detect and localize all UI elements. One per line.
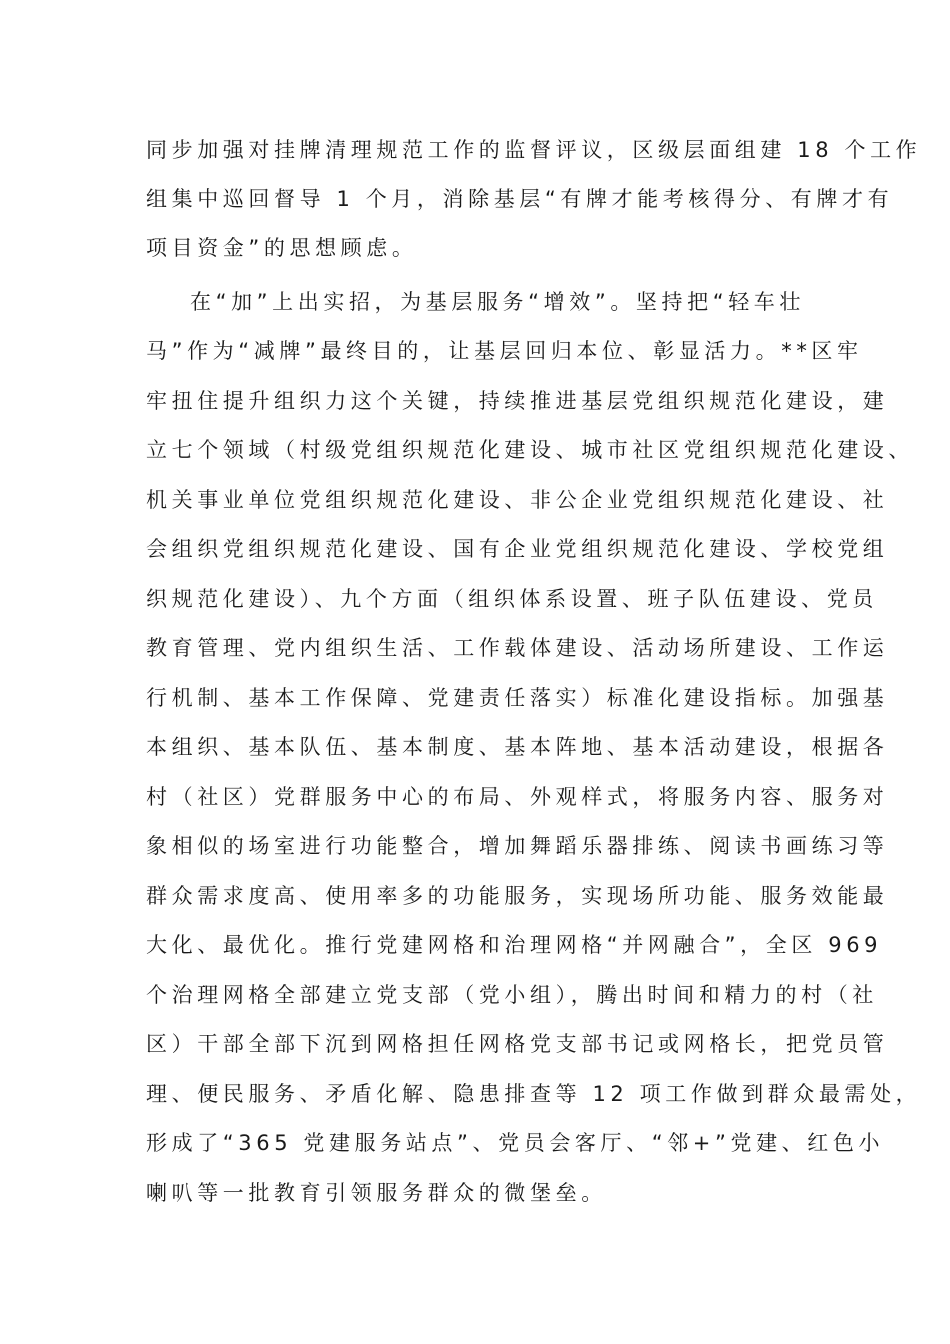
text-line: 村（社区）党群服务中心的布局、外观样式，将服务内容、服务对 [146, 785, 889, 809]
text-line: 象相似的场室进行功能整合，增加舞蹈乐器排练、阅读书画练习等 [146, 834, 889, 858]
text-line: 组集中巡回督导 1 个月，消除基层“有牌才能考核得分、有牌才有 [146, 187, 894, 211]
text-line: 群众需求度高、使用率多的功能服务，实现场所功能、服务效能最 [146, 884, 889, 908]
text-line: 喇叭等一批教育引领服务群众的微堡垒。 [146, 1181, 607, 1205]
text-line: 项目资金”的思想顾虑。 [146, 236, 418, 260]
text-line: 织规范化建设）、九个方面（组织体系设置、班子队伍建设、党员 [146, 587, 878, 611]
text-line: 马”作为“减牌”最终目的，让基层回归本位、彰显活力。**区牢 [146, 339, 863, 363]
text-line: 机关事业单位党组织规范化建设、非公企业党组织规范化建设、社 [146, 488, 889, 512]
text-line: 行机制、基本工作保障、党建责任落实）标准化建设指标。加强基 [146, 686, 889, 710]
text-line: 立七个领域（村级党组织规范化建设、城市社区党组织规范化建设、 [146, 438, 914, 462]
text-line: 教育管理、党内组织生活、工作载体建设、活动场所建设、工作运 [146, 636, 889, 660]
text-line: 理、便民服务、矛盾化解、隐患排查等 12 项工作做到群众最需处， [146, 1082, 922, 1106]
text-line: 大化、最优化。推行党建网格和治理网格“并网融合”，全区 969 [146, 933, 883, 957]
text-line: 本组织、基本队伍、基本制度、基本阵地、基本活动建设，根据各 [146, 735, 889, 759]
text-line: 个治理网格全部建立党支部（党小组），腾出时间和精力的村（社 [146, 983, 878, 1007]
text-line: 在“加”上出实招，为基层服务“增效”。坚持把“轻车壮 [190, 290, 805, 314]
text-line: 同步加强对挂牌清理规范工作的监督评议，区级层面组建 18 个工作 [146, 138, 922, 162]
text-line: 形成了“365 党建服务站点”、党员会客厅、“邻+”党建、红色小 [146, 1131, 885, 1155]
text-line: 会组织党组织规范化建设、国有企业党组织规范化建设、学校党组 [146, 537, 889, 561]
text-line: 区）干部全部下沉到网格担任网格党支部书记或网格长，把党员管 [146, 1032, 889, 1056]
text-line: 牢扭住提升组织力这个关键，持续推进基层党组织规范化建设，建 [146, 389, 889, 413]
